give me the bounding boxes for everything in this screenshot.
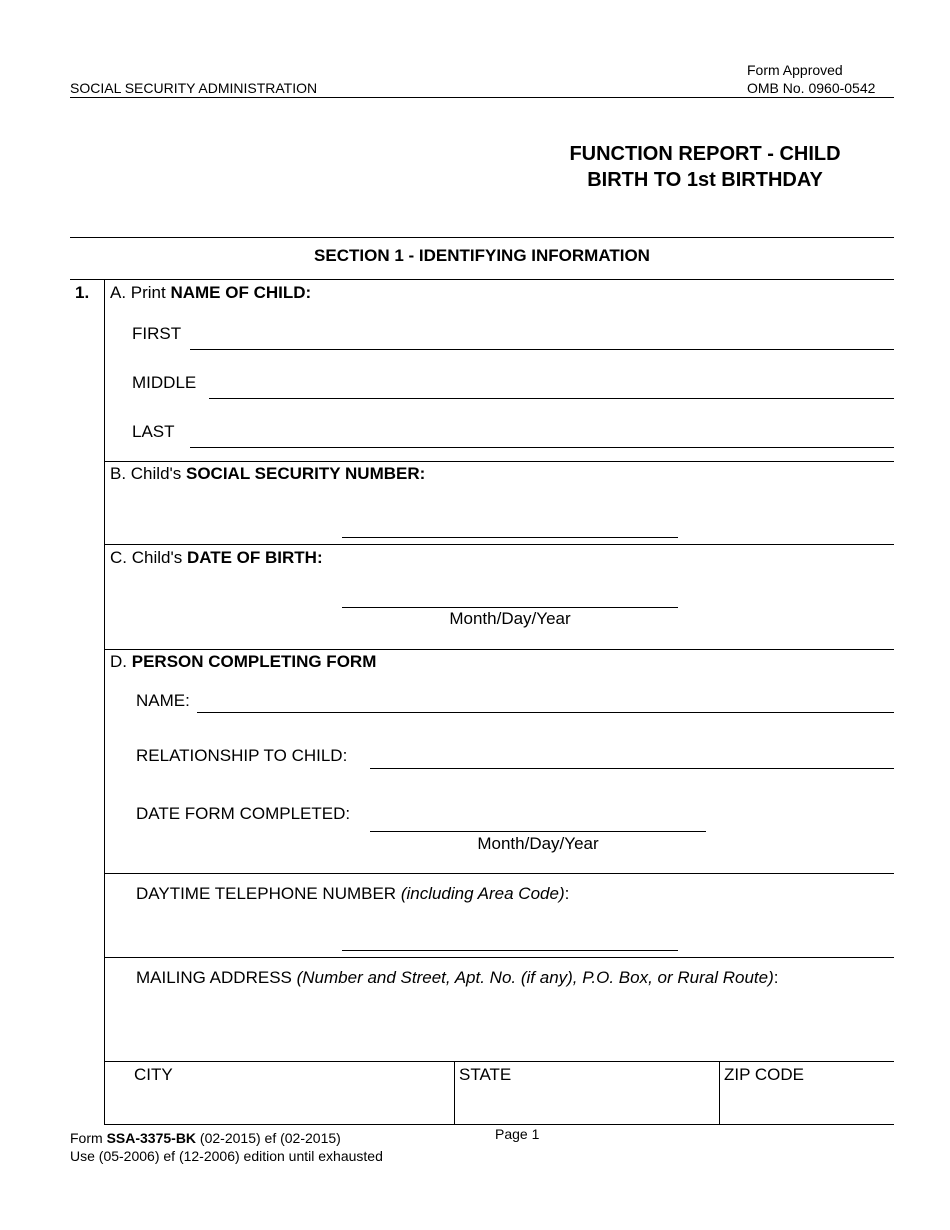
city-label: CITY (134, 1065, 173, 1084)
part-a-heading: A. Print NAME OF CHILD: (110, 283, 312, 302)
middle-name-input[interactable] (209, 375, 898, 399)
form-bottom-rule (104, 1124, 894, 1125)
phone-line (342, 950, 678, 951)
date-of-birth-line (342, 607, 678, 608)
form-number: Form SSA-3375-BK (02-2015) ef (02-2015) (70, 1130, 341, 1146)
completer-name-label: NAME: (136, 691, 190, 710)
date-completed-line (370, 831, 706, 832)
phone-rule (104, 873, 894, 874)
header-rule (70, 97, 894, 98)
mailing-address-label: MAILING ADDRESS (Number and Street, Apt. No. (if any), P.O. Box, or Rural Route): (136, 968, 779, 987)
state-label: STATE (459, 1065, 512, 1084)
zip-code-input[interactable] (724, 1092, 894, 1116)
address-rule (104, 957, 894, 958)
date-of-birth-format-hint: Month/Day/Year (449, 609, 571, 628)
part-c-rule (104, 544, 894, 545)
state-zip-divider (719, 1061, 720, 1125)
phone-input[interactable] (342, 927, 682, 951)
part-c-heading: C. Child's DATE OF BIRTH: (110, 548, 323, 567)
question-column-divider (104, 279, 105, 1125)
relationship-line (370, 768, 894, 769)
state-input[interactable] (459, 1092, 717, 1116)
agency-name: SOCIAL SECURITY ADMINISTRATION (70, 80, 318, 96)
date-completed-format-hint: Month/Day/Year (477, 834, 599, 853)
ssn-line (342, 537, 678, 538)
form-title-line-2: BIRTH TO 1st BIRTHDAY (587, 169, 823, 191)
section-bottom-rule (70, 279, 894, 280)
page-number: Page 1 (495, 1126, 540, 1142)
relationship-label: RELATIONSHIP TO CHILD: (136, 746, 348, 765)
last-name-line (190, 447, 894, 448)
first-name-input[interactable] (190, 326, 898, 350)
edition-note: Use (05-2006) ef (12-2006) edition until exhausted (70, 1148, 383, 1164)
first-name-line (190, 349, 894, 350)
form-title-line-1: FUNCTION REPORT - CHILD (569, 143, 841, 165)
city-state-divider (454, 1061, 455, 1125)
completer-name-input[interactable] (197, 689, 898, 713)
last-name-input[interactable] (190, 424, 898, 448)
ssn-input[interactable] (342, 514, 682, 538)
date-completed-label: DATE FORM COMPLETED: (136, 804, 351, 823)
last-name-label: LAST (132, 422, 175, 441)
question-number: 1. (75, 283, 90, 302)
date-completed-input[interactable] (370, 808, 710, 832)
relationship-input[interactable] (370, 745, 898, 769)
section-top-rule (70, 237, 894, 238)
part-d-rule (104, 649, 894, 650)
zip-code-label: ZIP CODE (724, 1065, 804, 1084)
omb-number: OMB No. 0960-0542 (747, 80, 876, 96)
middle-name-label: MIDDLE (132, 373, 197, 392)
first-name-label: FIRST (132, 324, 182, 343)
middle-name-line (209, 398, 894, 399)
phone-label: DAYTIME TELEPHONE NUMBER (including Area Code): (136, 884, 570, 903)
form-title (520, 141, 890, 193)
form-approved-label: Form Approved (747, 62, 843, 78)
part-d-heading: D. PERSON COMPLETING FORM (110, 652, 377, 671)
city-input[interactable] (134, 1092, 452, 1116)
part-b-rule (104, 461, 894, 462)
completer-name-line (197, 712, 894, 713)
section-title: SECTION 1 - IDENTIFYING INFORMATION (314, 246, 650, 265)
mailing-address-input[interactable] (136, 1000, 890, 1052)
date-of-birth-input[interactable] (342, 584, 682, 608)
city-row-top-rule (104, 1061, 894, 1062)
part-b-heading: B. Child's SOCIAL SECURITY NUMBER: (110, 464, 426, 483)
